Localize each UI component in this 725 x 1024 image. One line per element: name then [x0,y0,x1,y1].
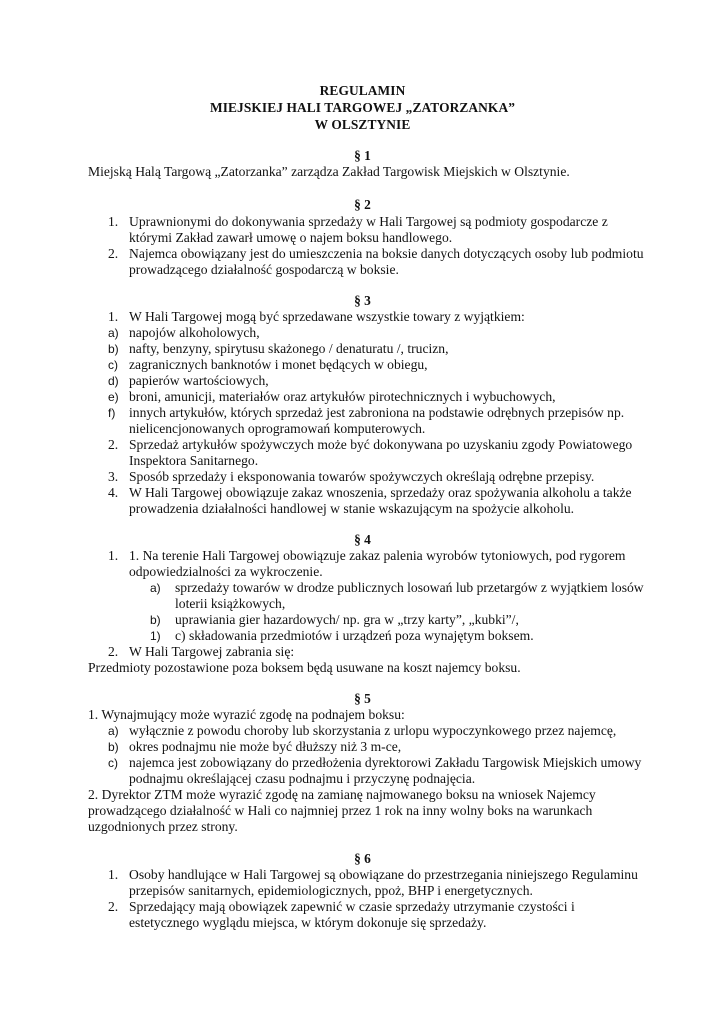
s3-item4-num: 4. [108,485,119,500]
s3-sub-b-text: nafty, benzyny, spirytusu skażonego / denaturatu /, trucizn, [129,341,449,356]
s4-sub-c-text: c) składowania przedmiotów i urządzeń poza wynajętym boksem. [175,628,534,643]
s3-sub-d-text: papierów wartościowych, [129,373,269,388]
s4-item1-line2: odpowiedzialności za wykroczenie. [129,564,323,579]
s4-sub-c-letter: 1) [150,629,161,643]
s3-sub-a-letter: a) [108,326,119,340]
s6-item1-line1: Osoby handlujące w Hali Targowej są obowiązane do przestrzegania niniejszego Regulaminu [129,867,638,882]
s3-sub-e-letter: e) [108,390,119,404]
s5-sub-c-text2: podnajmu określającej czasu podnajmu i przyczynę podnajęcia. [129,771,476,786]
s3-sub-c-text: zagranicznych banknotów i monet będących w obiegu, [129,357,428,372]
s5-sub-b-letter: b) [108,740,119,754]
section-1-text: Miejską Halą Targową „Zatorzanka” zarządza Zakład Targowisk Miejskich w Olsztynie. [88,164,570,179]
s4-sub-a-letter: a) [150,581,161,595]
s3-item3-num: 3. [108,469,119,484]
s5-sub-c-letter: c) [108,756,118,770]
s3-item3-line1: Sposób sprzedaży i eksponowania towarów spożywczych określają odrębne przepisy. [129,469,595,484]
s4-item1-line1: 1. Na terenie Hali Targowej obowiązuje zakaz palenia wyrobów tytoniowych, pod rygorem [129,548,626,563]
s5-sub-c-text: najemca jest zobowiązany do przedłożenia dyrektorowi Zakładu Targowisk Miejskich umowy [129,755,642,770]
s6-item2-num: 2. [108,899,119,914]
s4-sub-b-letter: b) [150,613,161,627]
section-1-heading: § 1 [354,148,371,163]
section-6-heading: § 6 [354,851,371,866]
s3-item2-line1: Sprzedaż artykułów spożywczych może być dokonywana po uzyskaniu zgody Powiatowego [129,437,633,452]
s3-sub-f-text2: nielicencjonowanych oprogramowań komputerowych. [129,421,426,436]
s6-item1-num: 1. [108,867,119,882]
s3-sub-b-letter: b) [108,342,119,356]
doc-title-line2: MIEJSKIEJ HALI TARGOWEJ „ZATORZANKA” [209,100,516,115]
s4-sub-a-text: sprzedaży towarów w drodze publicznych losowań lub przetargów z wyjątkiem losów [175,580,644,595]
s2-item1-num: 1. [108,214,119,229]
s4-item2-text: W Hali Targowej zabrania się: [129,644,295,659]
s6-item2-line1: Sprzedający mają obowiązek zapewnić w czasie sprzedaży utrzymanie czystości i [129,899,575,914]
s4-sub-b-text: uprawiania gier hazardowych/ np. gra w „trzy karty”, „kubki”/, [175,612,519,627]
s5-sub-a-letter: a) [108,724,119,738]
s6-item1-line2: przepisów sanitarnych, epidemiologicznych, ppoż, BHP i energetycznych. [129,883,533,898]
s3-item1-text: W Hali Targowej mogą być sprzedawane wszystkie towary z wyjątkiem: [129,309,525,324]
s5-p2-line2: prowadzącego działalność w Hali co najmniej przez 1 rok na inny wolny boks na warunkach [88,803,593,818]
s2-item1-line2: którymi Zakład zawarł umowę o najem boksu handlowego. [129,230,453,245]
doc-title-line3: W OLSZTYNIE [314,117,411,132]
s3-item1-num: 1. [108,309,119,324]
s3-item2-num: 2. [108,437,119,452]
s2-item2-line2: prowadzącego działalność gospodarczą w boksie. [129,262,399,277]
s4-sub-a-text2: loterii książkowych, [175,596,286,611]
s2-item1-line1: Uprawnionymi do dokonywania sprzedaży w Hali Targowej są podmioty gospodarcze z [129,214,608,229]
s3-sub-c-letter: c) [108,358,118,372]
s5-intro: 1. Wynajmujący może wyrazić zgodę na podnajem boksu: [88,707,405,722]
s3-sub-f-text: innych artykułów, których sprzedaż jest zabroniona na podstawie odrębnych przepisów np. [129,405,625,420]
s3-item4-line2: prowadzenia działalności handlowej w stanie wskazującym na spożycie alkoholu. [129,501,575,516]
s3-sub-f-letter: f) [108,406,116,420]
section-5-heading: § 5 [354,691,371,706]
s2-item2-num: 2. [108,246,119,261]
s5-p2-line3: uzgodnionych przez strony. [88,819,238,834]
s3-item2-line2: Inspektora Sanitarnego. [129,453,259,468]
s3-sub-d-letter: d) [108,374,119,388]
section-2-heading: § 2 [354,197,371,212]
s4-item2-num: 2. [108,644,119,659]
s5-sub-a-text: wyłącznie z powodu choroby lub skorzystania z urlopu wypoczynkowego przez najemcę, [129,723,617,738]
doc-title-line1: REGULAMIN [319,83,406,98]
s6-item2-line2: estetycznego wyglądu miejsca, w którym dokonuje się sprzedaży. [129,915,487,930]
s3-sub-e-text: broni, amunicji, materiałów oraz artykułów pirotechnicznych i wybuchowych, [129,389,556,404]
s4-item1-num: 1. [108,548,119,563]
s3-sub-a-text: napojów alkoholowych, [129,325,260,340]
section-4-heading: § 4 [354,532,371,547]
s5-sub-b-text: okres podnajmu nie może być dłuższy niż 3 m-ce, [129,739,402,754]
s4-note: Przedmioty pozostawione poza boksem będą usuwane na koszt najemcy boksu. [88,660,521,675]
s5-p2-line1: 2. Dyrektor ZTM może wyrazić zgodę na zamianę najmowanego boksu na wniosek Najemcy [88,787,596,802]
s2-item2-line1: Najemca obowiązany jest do umieszczenia na boksie danych dotyczących osoby lub podmiotu [129,246,644,261]
section-3-heading: § 3 [354,293,371,308]
s3-item4-line1: W Hali Targowej obowiązuje zakaz wnoszenia, sprzedaży oraz spożywania alkoholu a także [129,485,632,500]
